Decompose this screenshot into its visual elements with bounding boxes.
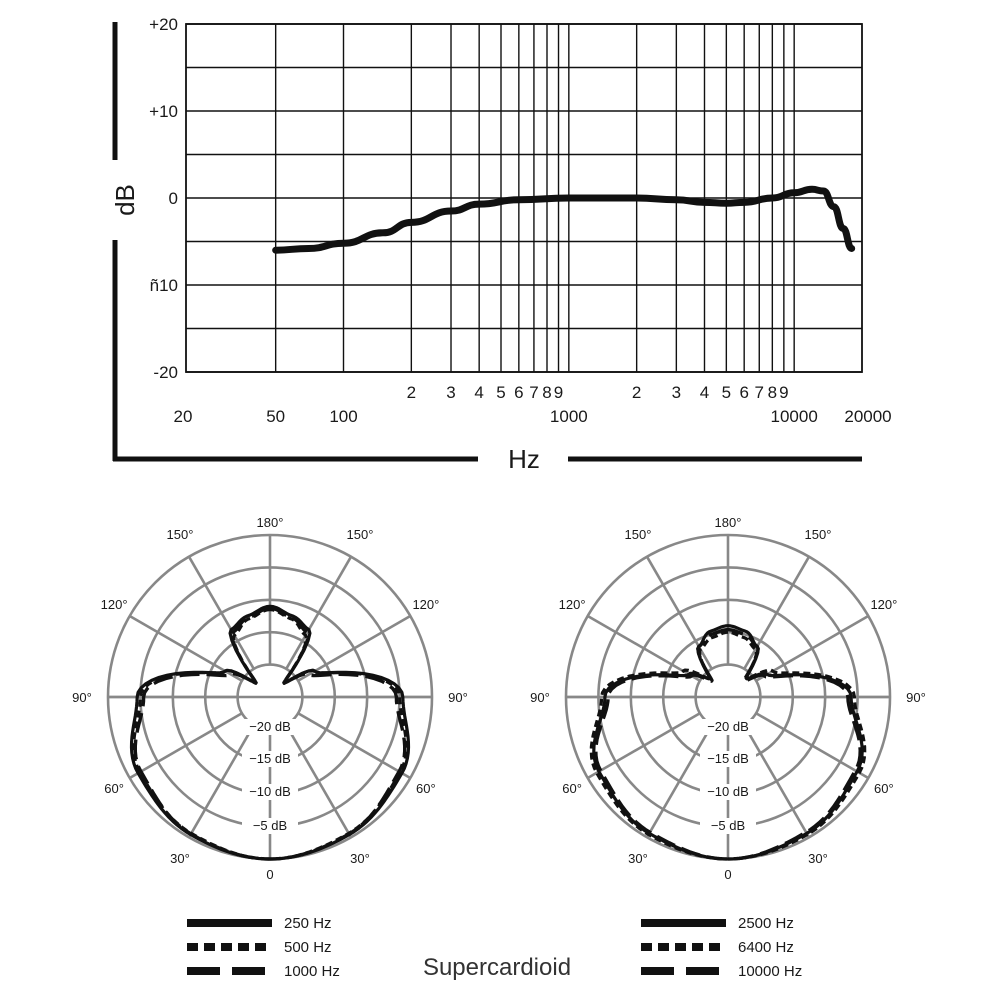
polar-angle-label: 0 bbox=[266, 867, 274, 882]
fr-x-tick-label-major: 20 bbox=[173, 407, 193, 426]
fr-x-tick-label-minor: 4 bbox=[474, 383, 484, 402]
polar-db-label: −10 dB bbox=[707, 784, 749, 799]
polar-angle-label: 150° bbox=[166, 527, 194, 543]
polar-angle-label: 90° bbox=[530, 690, 550, 705]
fr-x-tick-label-major: 20000 bbox=[844, 407, 892, 426]
polar-db-label: −15 dB bbox=[249, 751, 291, 766]
polar-spoke bbox=[588, 713, 700, 778]
fr-x-tick-label-minor: 5 bbox=[496, 383, 506, 402]
legend-label: 500 Hz bbox=[284, 939, 332, 956]
legend-label: 2500 Hz bbox=[738, 915, 794, 932]
polar-angle-label: 120° bbox=[870, 597, 898, 612]
polar-db-label: −20 dB bbox=[249, 719, 291, 734]
polar-angle-label: 120° bbox=[412, 597, 440, 612]
fr-x-tick-label-minor: 7 bbox=[754, 383, 764, 402]
polar-plot-high-freq bbox=[530, 515, 926, 882]
polar-spoke bbox=[756, 713, 868, 778]
polar-db-label: −5 dB bbox=[252, 818, 288, 833]
fr-x-tick-label-minor: 5 bbox=[721, 383, 732, 402]
fr-x-tick-labels bbox=[174, 383, 892, 426]
fr-x-tick-label-minor: 8 bbox=[767, 383, 778, 402]
fr-y-tick-labels bbox=[149, 15, 178, 382]
fr-y-tick-label: +20 bbox=[149, 15, 178, 34]
legend-label: 6400 Hz bbox=[738, 939, 794, 956]
fr-x-tick-label-minor: 3 bbox=[671, 383, 682, 402]
polar-spoke bbox=[130, 713, 242, 778]
legend-low-freq bbox=[187, 915, 340, 980]
legend-high-freq bbox=[641, 915, 802, 980]
fr-x-tick-label-minor: 2 bbox=[631, 383, 642, 402]
polar-angle-label: 120° bbox=[558, 597, 586, 612]
fr-y-tick-label: ñ10 bbox=[149, 276, 178, 295]
polar-spoke bbox=[189, 557, 254, 669]
fr-x-tick-label-minor: 9 bbox=[553, 383, 564, 402]
fr-x-tick-label-minor: 6 bbox=[739, 383, 749, 402]
polar-angle-label: 60° bbox=[416, 781, 436, 796]
fr-x-tick-label-major: 10000 bbox=[770, 407, 818, 426]
polar-angle-label: 180° bbox=[256, 515, 284, 530]
polar-db-label: −5 dB bbox=[710, 818, 746, 833]
polar-angle-label: 150° bbox=[804, 527, 832, 543]
polar-angle-label: 90° bbox=[906, 690, 926, 705]
polar-db-label: −15 dB bbox=[707, 751, 749, 766]
polar-angle-label: 150° bbox=[346, 527, 374, 543]
polar-plot-low-freq bbox=[72, 515, 468, 882]
fr-y-tick-label: 0 bbox=[168, 189, 178, 208]
fr-x-tick-label-minor: 9 bbox=[779, 383, 789, 402]
polar-angle-label: 120° bbox=[100, 597, 128, 612]
fr-x-tick-label-minor: 7 bbox=[529, 383, 539, 402]
polar-angle-label: 60° bbox=[874, 781, 894, 796]
fr-x-tick-label-minor: 4 bbox=[699, 383, 710, 402]
legend-label: 250 Hz bbox=[284, 915, 332, 932]
fr-x-tick-label-major: 1000 bbox=[549, 407, 588, 426]
polar-angle-label: 90° bbox=[72, 690, 92, 705]
polar-spoke bbox=[286, 557, 351, 669]
pattern-caption: Supercardioid bbox=[422, 954, 572, 981]
polar-angle-label: 90° bbox=[448, 690, 468, 705]
fr-x-tick-label-major: 50 bbox=[266, 407, 286, 426]
polar-angle-label: 150° bbox=[624, 527, 652, 543]
polar-spoke bbox=[744, 557, 809, 669]
fr-x-tick-label-minor: 2 bbox=[406, 383, 417, 402]
polar-angle-label: 30° bbox=[350, 850, 370, 866]
polar-db-label: −20 dB bbox=[707, 719, 749, 734]
polar-angle-label: 30° bbox=[808, 850, 828, 866]
polar-angle-label: 60° bbox=[104, 781, 124, 796]
fr-x-tick-label-minor: 6 bbox=[514, 383, 524, 402]
polar-angle-label: 60° bbox=[562, 781, 582, 796]
legend-label: 1000 Hz bbox=[284, 963, 340, 980]
fr-y-tick-label: -20 bbox=[153, 363, 178, 382]
polar-angle-label: 30° bbox=[170, 850, 190, 866]
fr-x-tick-label-major: 100 bbox=[329, 407, 358, 426]
polar-spoke bbox=[298, 713, 410, 778]
polar-angle-label: 0 bbox=[724, 867, 732, 882]
fr-y-axis-title: dB bbox=[109, 184, 140, 216]
fr-x-axis-title: Hz bbox=[508, 444, 540, 474]
fr-x-tick-label-minor: 8 bbox=[542, 383, 552, 402]
polar-angle-label: 180° bbox=[714, 515, 742, 530]
polar-spoke bbox=[647, 557, 712, 669]
polar-angle-label: 30° bbox=[628, 850, 648, 866]
legend-label: 10000 Hz bbox=[738, 963, 803, 980]
fr-y-tick-label: +10 bbox=[149, 102, 178, 121]
fr-x-tick-label-minor: 3 bbox=[446, 383, 456, 402]
frequency-response-chart bbox=[110, 15, 892, 474]
polar-db-label: −10 dB bbox=[249, 784, 291, 799]
